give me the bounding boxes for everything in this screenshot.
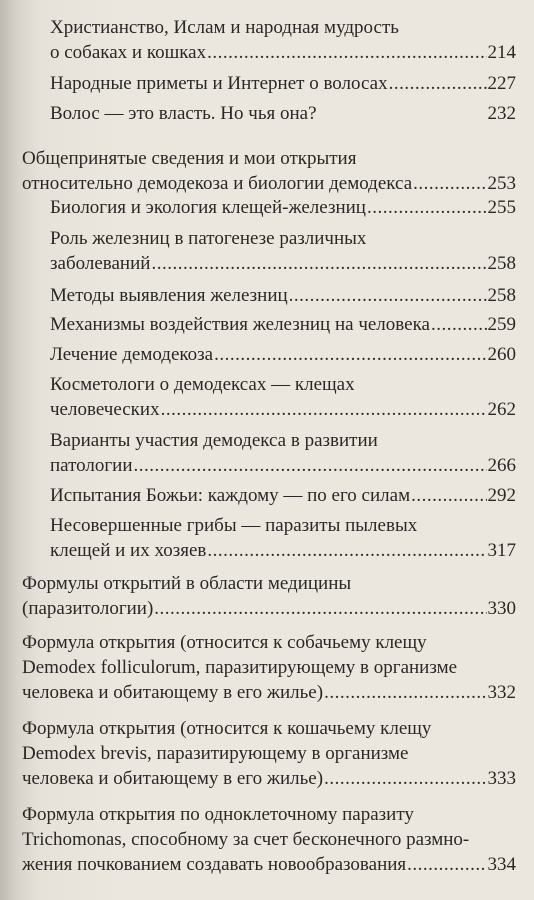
- page-number: 333: [487, 768, 516, 789]
- toc-entry-title: клещей и их хозяев: [50, 540, 207, 561]
- dot-leader: [413, 171, 486, 196]
- toc-entry-title: Варианты участия демодекса в развитии: [50, 430, 378, 451]
- page-number: 334: [487, 854, 516, 875]
- toc-entry-title: о собаках и кошках: [50, 42, 207, 63]
- page-number: 317: [487, 540, 516, 561]
- page-number: 260: [487, 344, 516, 365]
- dot-leader: [134, 453, 487, 478]
- toc-entry[interactable]: [22, 716, 516, 791]
- toc-entry-title: Народные приметы и Интернет о волосах: [50, 73, 388, 94]
- page-number: 255: [487, 197, 516, 218]
- toc-entry-title: патологии: [50, 455, 133, 476]
- toc-entry[interactable]: [50, 195, 516, 220]
- toc-entry[interactable]: [50, 342, 516, 367]
- toc-entry-title: Общепринятые сведения и мои открытия: [22, 148, 357, 169]
- toc-entry-title: (паразитологии): [22, 598, 154, 619]
- page-number: 330: [487, 598, 516, 619]
- toc-entry-title: Demodex folliculorum, паразитирующему в организме: [22, 657, 458, 678]
- dot-leader: [289, 283, 487, 308]
- dot-leader: [214, 342, 486, 367]
- toc-entry[interactable]: [50, 15, 516, 65]
- toc-entry-title: Лечение демодекоза: [50, 344, 214, 365]
- toc-entry-title: Биология и экология клещей-железниц: [50, 197, 366, 218]
- toc-entry-title: человеческих: [50, 399, 160, 420]
- page-number: 258: [487, 253, 516, 274]
- dot-leader: [151, 251, 486, 276]
- toc-entry-title: Христианство, Ислам и народная мудрость: [50, 17, 399, 38]
- toc-entry-title: Trichomonas, способному за счет бесконечного размно-: [22, 829, 470, 850]
- page-number: 214: [487, 42, 516, 63]
- dot-leader: [431, 312, 487, 337]
- dot-leader: [207, 40, 486, 65]
- dot-leader: [161, 397, 487, 422]
- toc-entry-title: жения почкованием создавать новообразования: [22, 854, 407, 875]
- toc-entry-title: Методы выявления железниц: [50, 285, 288, 306]
- toc-entry[interactable]: [50, 71, 516, 96]
- toc-entry[interactable]: [50, 283, 516, 308]
- toc-entry[interactable]: [22, 802, 516, 877]
- page-number: 332: [487, 682, 516, 703]
- toc-entry[interactable]: [50, 513, 516, 563]
- toc-entry[interactable]: [22, 571, 516, 621]
- toc-entry[interactable]: [50, 372, 516, 422]
- toc-entry-title: человека и обитающему в его жилье): [22, 768, 324, 789]
- page-number: 227: [487, 73, 516, 94]
- page-number: 232: [487, 103, 516, 124]
- toc-entry-title: Demodex brevis, паразитирующему в организме: [22, 743, 409, 764]
- toc-entry-title: Механизмы воздействия железниц на человека: [50, 314, 430, 335]
- dot-leader: [389, 71, 487, 96]
- toc-entry[interactable]: [50, 101, 516, 126]
- toc-entry-title: заболеваний: [50, 253, 151, 274]
- toc-entry-title: Формулы открытий в области медицины: [22, 573, 352, 594]
- toc-entry[interactable]: [50, 483, 516, 508]
- page-number: 292: [487, 485, 516, 506]
- toc-entry[interactable]: [50, 428, 516, 478]
- toc-entry-title: Волос — это власть. Но чья она?: [50, 103, 317, 124]
- dot-leader: [154, 596, 486, 621]
- toc-entry-title: Формула открытия (относится к собачьему клещу: [22, 632, 427, 653]
- dot-leader: [324, 680, 486, 705]
- dot-leader: [407, 852, 486, 877]
- toc-entry[interactable]: [22, 630, 516, 705]
- toc-entry[interactable]: [50, 312, 516, 337]
- toc-entry[interactable]: [22, 146, 516, 196]
- dot-leader: [207, 538, 486, 563]
- dot-leader: [411, 483, 486, 508]
- toc-entry[interactable]: [50, 226, 516, 276]
- toc-entry-title: Формула открытия (относится к кошачьему клещу: [22, 718, 432, 739]
- toc-entry-title: Косметологи о демодексах — клещах: [50, 374, 355, 395]
- toc-entry-title: относительно демодекоза и биологии демодекса: [22, 173, 413, 194]
- toc-entry-title: Формула открытия по одноклеточному паразиту: [22, 804, 414, 825]
- dot-leader: [324, 766, 486, 791]
- toc-entry-title: Несовершенные грибы — паразиты пылевых: [50, 515, 418, 536]
- toc-entry-title: Роль железниц в патогенезе различных: [50, 228, 367, 249]
- dot-leader: [367, 195, 487, 220]
- page-number: 258: [487, 285, 516, 306]
- page-number: 259: [487, 314, 516, 335]
- page-number: 266: [487, 455, 516, 476]
- page-number: 253: [487, 173, 516, 194]
- toc-entry-title: человека и обитающему в его жилье): [22, 682, 324, 703]
- toc-entry-title: Испытания Божьи: каждому — по его силам: [50, 485, 411, 506]
- page-number: 262: [487, 399, 516, 420]
